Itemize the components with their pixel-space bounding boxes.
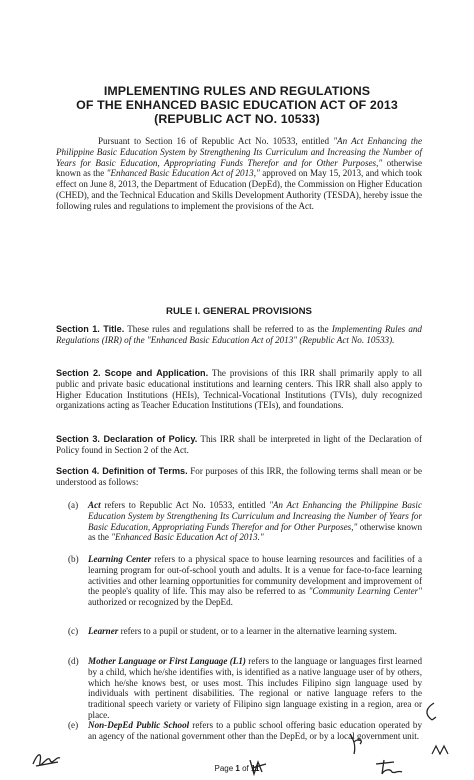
page-word: Page (214, 764, 234, 773)
intro-paragraph (56, 136, 422, 211)
definition-term: Act (88, 500, 101, 510)
title-line-1: IMPLEMENTING RULES AND REGULATIONS (103, 84, 371, 98)
intro-text-c: approved on May 15, 2013, and which took effect on June 8, 2013, the Department of Education (DepEd), the Commission on Higher Education (CHED), and the Technical Education and Skills Development Authority (TESDA), hereby issue the following rules and regulations to implement the provisions of the Act. (56, 168, 423, 211)
signature-bottom-right (372, 756, 406, 778)
intro-text-a: Pursuant to Section 16 of Republic Act No. 10533, entitled (98, 136, 334, 146)
page-number: 1 (235, 764, 240, 773)
section-4-heading: Section 4. Definition of Terms. (56, 466, 188, 476)
signature-right-upper (420, 700, 440, 724)
section-1 (56, 324, 422, 346)
definition-label: (b) (68, 554, 79, 564)
definition-text: refers to Republic Act No. 10533, entitled (100, 500, 270, 510)
page-total: 11 (251, 764, 260, 773)
section-4-text: For purposes of this IRR, the following terms shall mean or be understood as follows: (56, 466, 422, 487)
signature-bottom-center (246, 756, 270, 778)
section-2-text: The provisions of this IRR shall primarily apply to all public and private basic educational institutions and learning centers. This IRR shall also apply to Higher Education Institutions (HEIs), Technical-Vocational Institutions (TVIs), duly recognized organizations acting as Teacher Education Institutions (TEIs), and foundations. (56, 368, 422, 411)
section-3-text: This IRR shall be interpreted in light of the Declaration of Policy found in Section 2 of the Act. (56, 434, 422, 455)
section-3 (56, 434, 422, 456)
definition-italic-text: "An Act Enhancing the Philippine Basic Education System by Strengthening Its Curriculum and Increasing the Number of Years for Basic Education, Appropriating Funds Therefor and for Other Purposes," (88, 500, 422, 532)
definition-italic-text: "Community Learning Center" (308, 586, 422, 597)
title-line-3: (REPUBLIC ACT NO. 10533) (154, 112, 320, 126)
definition-label: (d) (68, 656, 79, 666)
definition-act (68, 500, 422, 543)
rule-heading: RULE I. GENERAL PROVISIONS (166, 306, 312, 317)
signature-right-lower (430, 742, 450, 758)
definition-text: refers to a physical space to house learning resources and facilities of a learning program for out-of-school youth and adults. It is a venue for face-to-face learning activities and other learning opportunities for community development and improvement of the people's quality of life. This may also be referred to as (88, 554, 422, 597)
definition-mother-language (68, 656, 422, 721)
section-2 (56, 368, 422, 411)
definition-term: Learner (88, 626, 119, 636)
definition-term: Learning Center (88, 554, 152, 564)
signature-bottom-left (30, 748, 66, 770)
section-1-heading: Section 1. Title. (56, 324, 125, 334)
document-title (60, 84, 414, 126)
title-line-2: OF THE ENHANCED BASIC EDUCATION ACT OF 2013 (76, 98, 398, 112)
definition-text: otherwise known as the (88, 521, 423, 543)
definition-text: refers to the language or languages first learned by a child, which he/she identifies with, is identified as a native language user of by others, which he/she knows best, or uses most. This includes Filipino sign language used by individuals with pertinent disabilities. The regional or native language refers to the traditional speech variety or variety of Filipino sign language existing in a region, area or place. (88, 656, 423, 720)
section-2-heading: Section 2. Scope and Application. (56, 368, 209, 378)
act-full-title: "An Act Enhancing the Philippine Basic Education System by Strengthening Its Curriculum and Increasing the Number of Years for Basic Education, Appropriating Funds Therefor and for Other Purposes," (56, 136, 422, 168)
definition-learner (68, 626, 422, 637)
definition-learning-center (68, 554, 422, 608)
intro-text-b: otherwise known as the (56, 157, 422, 179)
section-1-text: These rules and regulations shall be referred to as the (124, 324, 332, 334)
definition-label: (c) (68, 626, 79, 636)
definition-term: Mother Language or First Language (L1) (88, 656, 246, 666)
section-1-irr-title: Implementing Rules and Regulations (IRR) of the "Enhanced Basic Education Act of 2013" (Republic Act No. 10533). (56, 324, 422, 345)
definition-label: (a) (68, 500, 79, 510)
definition-label: (e) (68, 720, 79, 730)
section-4 (56, 466, 422, 488)
definition-text: authorized or recognized by the DepEd. (88, 597, 233, 607)
definition-text: refers to a pupil or student, or to a learner in the alternative learning system. (118, 626, 397, 636)
act-short-title: "Enhanced Basic Education Act of 2013," (106, 168, 260, 179)
definition-text: refers to a public school offering basic education operated by an agency of the national government other than the DepEd, or by a local government unit. (88, 720, 422, 741)
section-3-heading: Section 3. Declaration of Policy. (56, 434, 198, 444)
definition-italic-text: "Enhanced Basic Education Act of 2013." (111, 532, 264, 543)
signature-right-mid (346, 730, 370, 758)
of-word: of (242, 764, 249, 773)
definition-term: Non-DepEd Public School (88, 720, 190, 730)
